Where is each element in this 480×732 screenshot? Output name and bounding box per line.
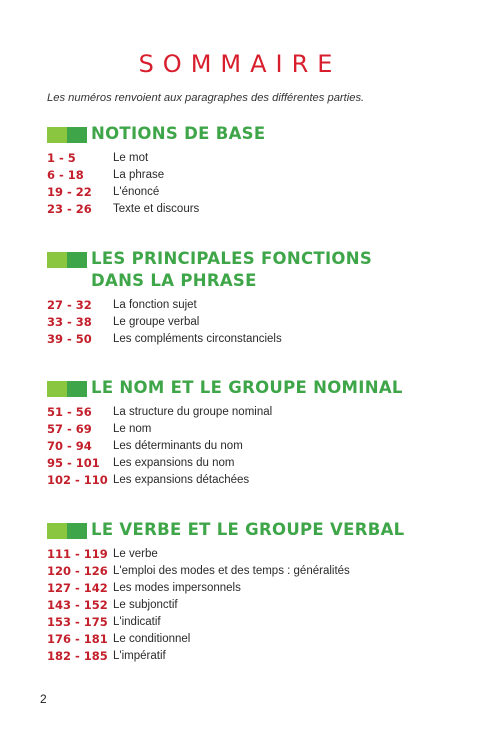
toc-item[interactable] (47, 562, 467, 579)
toc-item-range: 6 - 18 (47, 167, 84, 182)
section-heading (47, 380, 467, 399)
toc-item-range: 39 - 50 (47, 331, 92, 346)
section-title: LE VERBE ET LE GROUPE VERBAL (91, 520, 405, 539)
toc-item-label: L'indicatif (113, 615, 161, 628)
toc-item-label: Texte et discours (113, 202, 200, 215)
toc-item-range: 143 - 152 (47, 597, 108, 612)
section-title: LE NOM ET LE GROUPE NOMINAL (91, 378, 403, 397)
toc-item-range: 33 - 38 (47, 314, 92, 329)
toc-list (47, 545, 467, 664)
section-heading (47, 522, 467, 541)
toc-list (47, 149, 467, 217)
toc-item-range: 111 - 119 (47, 546, 108, 561)
toc-item-range: 1 - 5 (47, 150, 76, 165)
toc-item-label: La fonction sujet (113, 298, 197, 311)
toc-item-range: 95 - 101 (47, 455, 100, 470)
toc-item-range: 51 - 56 (47, 404, 92, 419)
toc-item[interactable] (47, 296, 467, 313)
toc-item-range: 176 - 181 (47, 631, 108, 646)
heading-bars-icon (47, 127, 87, 143)
toc-item-range: 153 - 175 (47, 614, 108, 629)
toc-item-label: Les expansions du nom (113, 456, 235, 469)
toc-item[interactable] (47, 471, 467, 488)
heading-bars-icon (47, 252, 87, 268)
section-title: LES PRINCIPALES FONCTIONS DANS LA PHRASE (91, 249, 372, 290)
toc-item-label: Le conditionnel (113, 632, 191, 645)
toc-item[interactable] (47, 183, 467, 200)
toc-item[interactable] (47, 545, 467, 562)
toc-item-label: Le verbe (113, 547, 158, 560)
toc-item-label: Les compléments circonstanciels (113, 332, 282, 345)
toc-item-range: 70 - 94 (47, 438, 92, 453)
section-heading (47, 126, 467, 145)
toc-item-label: Les modes impersonnels (113, 581, 241, 594)
toc-item-label: Le subjonctif (113, 598, 178, 611)
toc-item-label: Les expansions détachées (113, 473, 250, 486)
toc-item-label: La phrase (113, 168, 165, 181)
page-number: 2 (40, 692, 47, 706)
toc-item-label: L'énoncé (113, 185, 160, 198)
toc-list (47, 403, 467, 488)
heading-bars-icon (47, 381, 87, 397)
section-notions-de-base (47, 126, 467, 217)
page-title: SOMMAIRE (138, 50, 342, 78)
toc-item[interactable] (47, 454, 467, 471)
toc-item-range: 23 - 26 (47, 201, 92, 216)
toc-item[interactable] (47, 596, 467, 613)
section-principales-fonctions (47, 251, 467, 347)
toc-item[interactable] (47, 579, 467, 596)
intro-note: Les numéros renvoient aux paragraphes des différentes parties. (47, 92, 365, 104)
section-nom-groupe-nominal (47, 380, 467, 488)
section-heading (47, 251, 467, 292)
toc-item-label: Les déterminants du nom (113, 439, 243, 452)
toc-item[interactable] (47, 437, 467, 454)
toc-item[interactable] (47, 420, 467, 437)
toc-item[interactable] (47, 613, 467, 630)
toc-item-label: L'impératif (113, 649, 166, 662)
toc-item-label: Le groupe verbal (113, 315, 200, 328)
toc-item-range: 182 - 185 (47, 648, 108, 663)
toc-item-label: L'emploi des modes et des temps : généralités (113, 564, 350, 577)
toc-item-label: La structure du groupe nominal (113, 405, 273, 418)
toc-item-range: 127 - 142 (47, 580, 108, 595)
toc-item-range: 102 - 110 (47, 472, 108, 487)
section-verbe-groupe-verbal (47, 522, 467, 664)
toc-item-range: 57 - 69 (47, 421, 92, 436)
toc-item-label: Le nom (113, 422, 152, 435)
toc-item[interactable] (47, 630, 467, 647)
toc-item[interactable] (47, 200, 467, 217)
toc-item[interactable] (47, 149, 467, 166)
toc-item[interactable] (47, 313, 467, 330)
toc-item[interactable] (47, 330, 467, 347)
toc-item-range: 19 - 22 (47, 184, 92, 199)
toc-item-range: 27 - 32 (47, 297, 92, 312)
toc-list (47, 296, 467, 347)
toc-item-label: Le mot (113, 151, 149, 164)
toc-item[interactable] (47, 647, 467, 664)
toc-item[interactable] (47, 166, 467, 183)
toc-item[interactable] (47, 403, 467, 420)
toc-item-range: 120 - 126 (47, 563, 108, 578)
heading-bars-icon (47, 523, 87, 539)
section-title: NOTIONS DE BASE (91, 124, 266, 143)
